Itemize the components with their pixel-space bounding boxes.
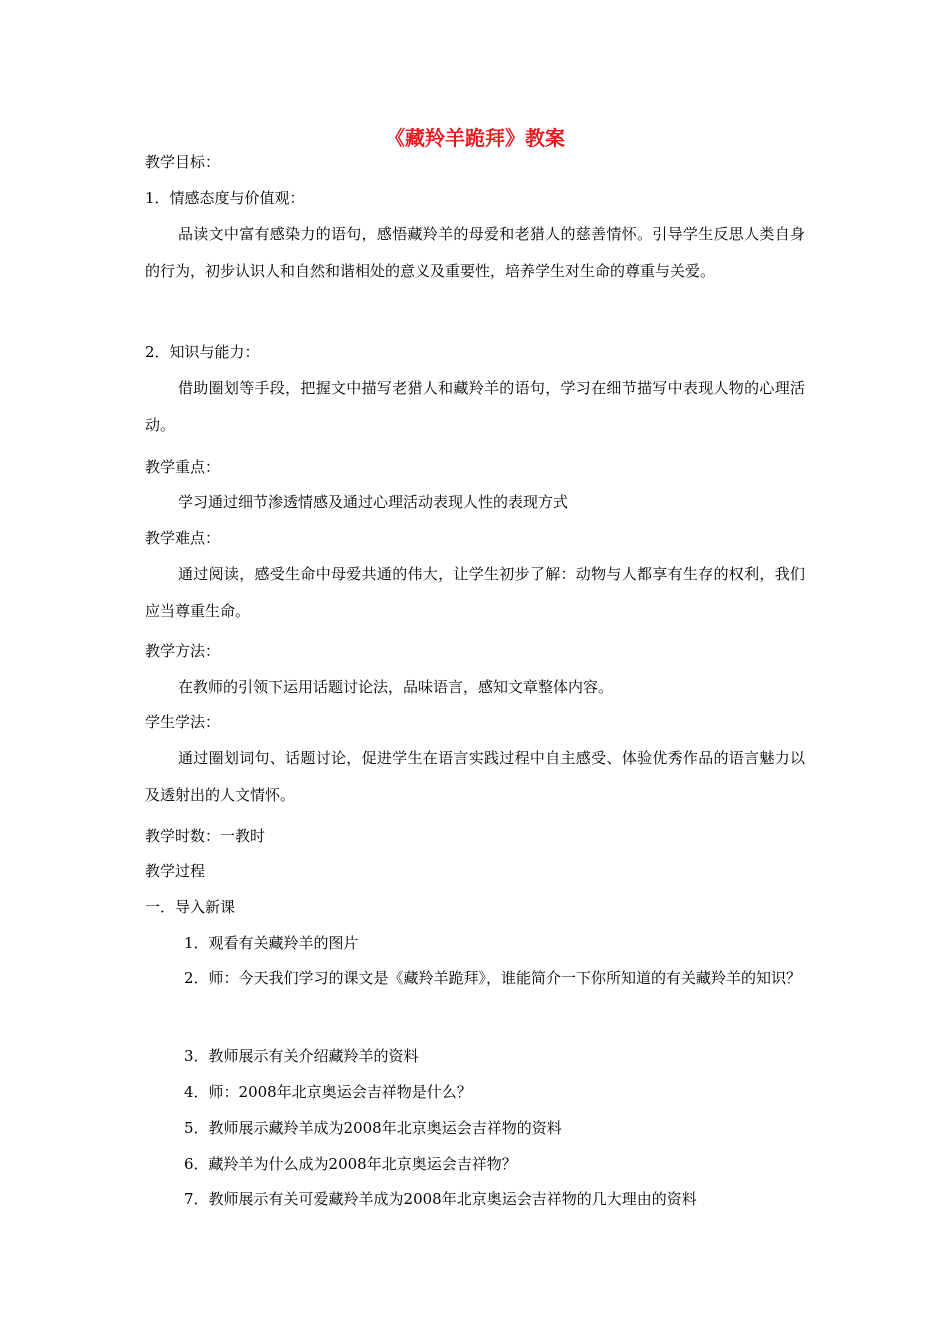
- list-item: 4．师：2008年北京奥运会吉祥物是什么？: [184, 1083, 472, 1101]
- objective-1-text: 品读文中富有感染力的语句，感悟藏羚羊的母爱和老猎人的慈善情怀。引导学生反思人类自身的行为，初步认识人和自然和谐相处的意义及重要性，培养学生对生命的尊重与关爱。: [145, 225, 805, 280]
- method-heading: 教学方法：: [145, 642, 221, 660]
- process-heading: 教学过程: [145, 862, 206, 880]
- list-item: 2．师：今天我们学习的课文是《藏羚羊跪拜》，谁能简介一下你所知道的有关藏羚羊的知识？: [184, 969, 802, 987]
- list-item: 5．教师展示藏羚羊成为2008年北京奥运会吉祥物的资料: [184, 1119, 562, 1137]
- list-item: 1．观看有关藏羚羊的图片: [184, 934, 359, 952]
- objectives-heading: 教学目标：: [145, 153, 221, 171]
- objective-1-heading: 1．情感态度与价值观：: [145, 189, 305, 207]
- list-item: 3．教师展示有关介绍藏羚羊的资料: [184, 1047, 419, 1065]
- method-text: 在教师的引领下运用话题讨论法，品味语言，感知文章整体内容。: [178, 678, 614, 696]
- teaching-hours: 教学时数：一教时: [145, 827, 266, 845]
- study-method-heading: 学生学法：: [145, 713, 221, 731]
- difficulty-text: 通过阅读，感受生命中母爱共通的伟大，让学生初步了解：动物与人都享有生存的权利，我们应当尊重生命。: [145, 565, 805, 620]
- document-title: 《藏羚羊跪拜》教案: [385, 126, 565, 150]
- key-points-text: 学习通过细节渗透情感及通过心理活动表现人性的表现方式: [178, 493, 569, 511]
- list-item: 7．教师展示有关可爱藏羚羊成为2008年北京奥运会吉祥物的几大理由的资料: [184, 1190, 697, 1208]
- section-1-heading: 一．导入新课: [145, 898, 236, 916]
- study-method-text: 通过圈划词句、话题讨论，促进学生在语言实践过程中自主感受、体验优秀作品的语言魅力以及透射出的人文情怀。: [145, 749, 805, 804]
- difficulty-heading: 教学难点：: [145, 529, 221, 547]
- key-points-heading: 教学重点：: [145, 458, 221, 476]
- list-item: 6．藏羚羊为什么成为2008年北京奥运会吉祥物？: [184, 1155, 517, 1173]
- objective-2-text: 借助圈划等手段，把握文中描写老猎人和藏羚羊的语句，学习在细节描写中表现人物的心理活动。: [145, 379, 805, 434]
- objective-2-heading: 2．知识与能力：: [145, 343, 260, 361]
